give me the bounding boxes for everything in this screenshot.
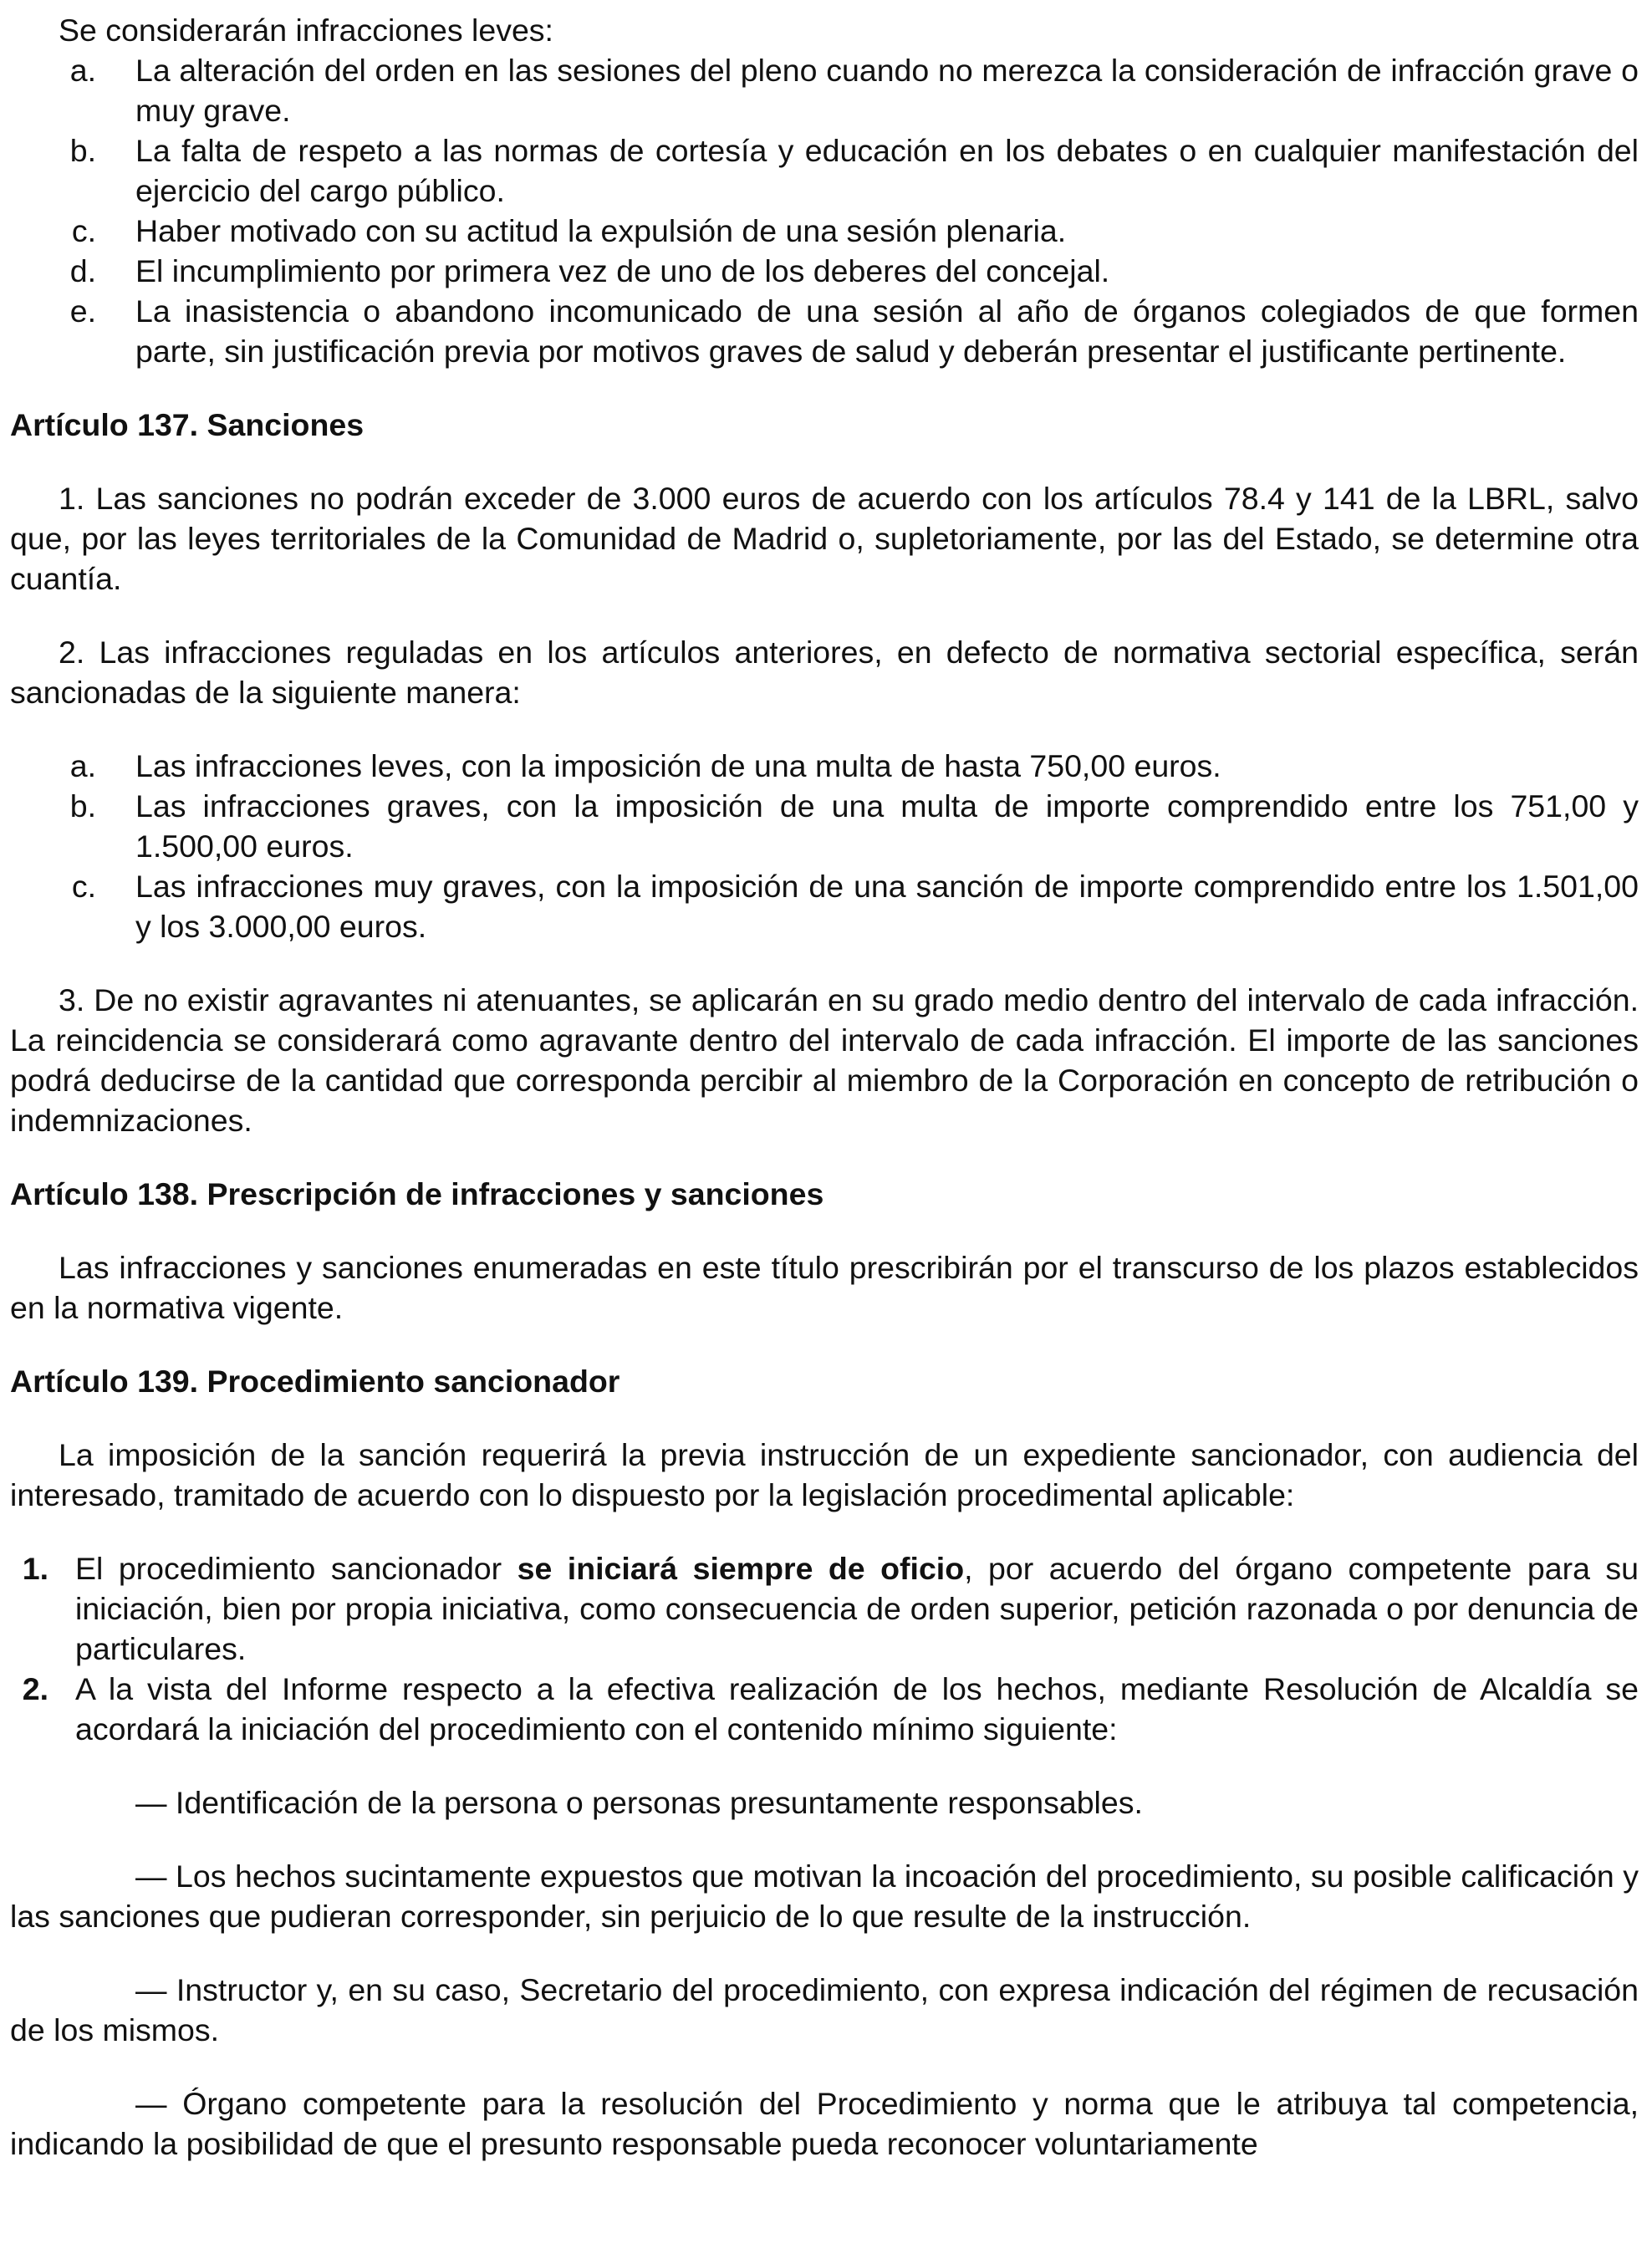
dash-item-2: — Los hechos sucintamente expuestos que motivan la incoación del procedimiento, su posible calificación y las sanciones que pudieran corresponder, sin perjuicio de lo que resulte de la instrucción. xyxy=(10,1859,1639,1934)
dash-item-4: — Órgano competente para la resolución del Procedimiento y norma que le atribuya tal competencia, indicando la posibilidad de que el presunto responsable pueda reconocer voluntariamente xyxy=(10,2086,1639,2161)
list-item: 2. A la vista del Informe respecto a la efectiva realización de los hechos, mediante Resolución de Alcaldía se acordará la iniciación del procedimiento con el contenido mínimo siguiente: xyxy=(22,1671,1639,1746)
list-item: b. La falta de respeto a las normas de cortesía y educación en los debates o en cualquier manifestación del ejercicio del cargo público. xyxy=(69,133,1639,208)
list-item: d. El incumplimiento por primera vez de uno de los deberes del concejal. xyxy=(69,253,1110,288)
art137-paragraph-3: 3. De no existir agravantes ni atenuantes, se aplicarán en su grado medio dentro del intervalo de cada infracción. La reincidencia se considerará como agravante dentro del intervalo de cada infracción. El importe de las sanciones podrá deducirse de la cantidad que corresponda percibir al miembro de la Corporación en concepto de retribución o indemnizaciones. xyxy=(10,982,1639,1138)
art139-paragraph-1: La imposición de la sanción requerirá la previa instrucción de un expediente sancionador, con audiencia del interesado, tramitado de acuerdo con lo dispuesto por la legislación procedimental aplicable: xyxy=(10,1437,1639,1512)
bold-phrase: se iniciará siempre de oficio xyxy=(517,1551,965,1586)
sanciones-list xyxy=(10,746,1639,946)
dash-item-1: — Identificación de la persona o personas presuntamente responsables. xyxy=(135,1785,1143,1820)
intro-leves: Se considerarán infracciones leves: xyxy=(59,13,553,48)
article-138-title: Artículo 138. Prescripción de infracciones y sanciones xyxy=(10,1176,824,1211)
art137-paragraph-2: 2. Las infracciones reguladas en los artículos anteriores, en defecto de normativa sectorial específica, serán sancionadas de la siguiente manera: xyxy=(10,635,1639,710)
art137-paragraph-1: 1. Las sanciones no podrán exceder de 3.000 euros de acuerdo con los artículos 78.4 y 141 de la LBRL, salvo que, por las leyes territoriales de la Comunidad de Madrid o, supletoriamente, por las del Estado, se determine otra cuantía. xyxy=(10,481,1639,596)
list-item: c. Haber motivado con su actitud la expulsión de una sesión plenaria. xyxy=(71,213,1067,248)
article-139-title: Artículo 139. Procedimiento sancionador xyxy=(10,1364,620,1399)
list-item: a. La alteración del orden en las sesiones del pleno cuando no merezca la consideración de infracción grave o muy grave. xyxy=(69,53,1639,128)
leves-list xyxy=(10,50,1639,371)
procedure-list xyxy=(10,1548,1639,1749)
list-item: a. Las infracciones leves, con la imposición de una multa de hasta 750,00 euros. xyxy=(69,748,1221,783)
list-item: 1. El procedimiento sancionador se iniciará siempre de oficio, por acuerdo del órgano competente para su iniciación, bien por propia iniciativa, como consecuencia de orden superior, petición razonada o por denuncia de particulares. xyxy=(22,1551,1639,1666)
list-item: e. La inasistencia o abandono incomunicado de una sesión al año de órganos colegiados de que formen parte, sin justificación previa por motivos graves de salud y deberán presentar el justificante pertinente. xyxy=(69,293,1639,369)
list-item: b. Las infracciones graves, con la imposición de una multa de importe comprendido entre los 751,00 y 1.500,00 euros. xyxy=(69,788,1639,864)
document-page xyxy=(10,10,1639,2164)
dash-item-3: — Instructor y, en su caso, Secretario del procedimiento, con expresa indicación del régimen de recusación de los mismos. xyxy=(10,1972,1639,2047)
article-137-title: Artículo 137. Sanciones xyxy=(10,407,365,442)
list-item: c. Las infracciones muy graves, con la imposición de una sanción de importe comprendido entre los 1.501,00 y los 3.000,00 euros. xyxy=(71,869,1639,944)
art138-paragraph-1: Las infracciones y sanciones enumeradas en este título prescribirán por el transcurso de los plazos establecidos en la normativa vigente. xyxy=(10,1250,1639,1325)
